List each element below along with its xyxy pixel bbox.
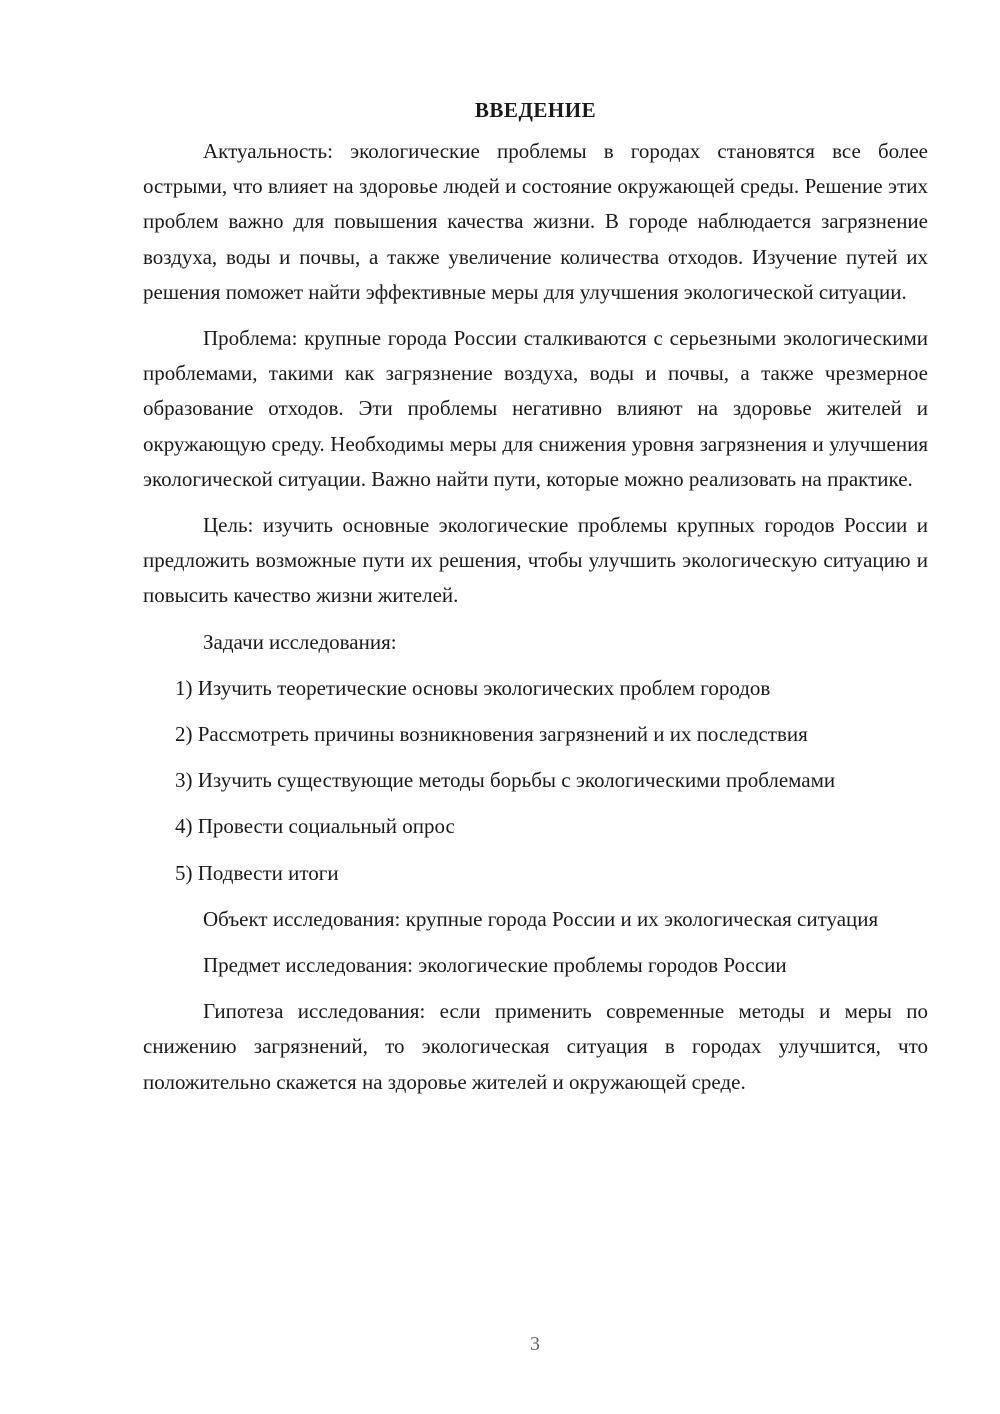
tasks-heading: Задачи исследования: <box>203 629 397 654</box>
list-item: 2) Рассмотреть причины возникновения загрязнений и их последствия <box>175 722 808 747</box>
document-page <box>143 94 928 1111</box>
tasks-list <box>143 671 928 891</box>
list-item: 4) Провести социальный опрос <box>175 814 455 839</box>
list-item: 5) Подвести итоги <box>175 860 339 885</box>
page-title: ВВЕДЕНИЕ <box>474 98 597 122</box>
paragraph-subject: Предмет исследования: экологические проблемы городов России <box>203 953 787 978</box>
paragraph-relevance: Актуальность: экологические проблемы в городах становятся все более острыми, что влияет на здоровье людей и состояние окружающей среды. Решение этих проблем важно для повышения качества жизни. В городе наблюдается загрязнение воздуха, воды и почвы, а также увеличение количества отходов. Изучение путей их решения поможет найти эффективные меры для улучшения экологической ситуации. <box>143 139 928 304</box>
list-item: 3) Изучить существующие методы борьбы с экологическими проблемами <box>175 768 836 793</box>
page-number: 3 <box>530 1333 540 1355</box>
paragraph-goal: Цель: изучить основные экологические проблемы крупных городов России и предложить возможные пути их решения, чтобы улучшить экологическую ситуацию и повысить качество жизни жителей. <box>143 513 928 608</box>
paragraph-hypothesis: Гипотеза исследования: если применить современные методы и меры по снижению загрязнений, то экологическая ситуация в городах улучшится, что положительно скажется на здоровье жителей и окружающей среде. <box>143 999 928 1094</box>
paragraph-problem: Проблема: крупные города России сталкиваются с серьезными экологическими проблемами, такими как загрязнение воздуха, воды и почвы, а также чрезмерное образование отходов. Эти проблемы негативно влияют на здоровье жителей и окружающую среду. Необходимы меры для снижения уровня загрязнения и улучшения экологической ситуации. Важно найти пути, которые можно реализовать на практике. <box>143 326 928 491</box>
list-item: 1) Изучить теоретические основы экологических проблем городов <box>175 675 771 700</box>
paragraph-object: Объект исследования: крупные города России и их экологическая ситуация <box>203 906 879 931</box>
